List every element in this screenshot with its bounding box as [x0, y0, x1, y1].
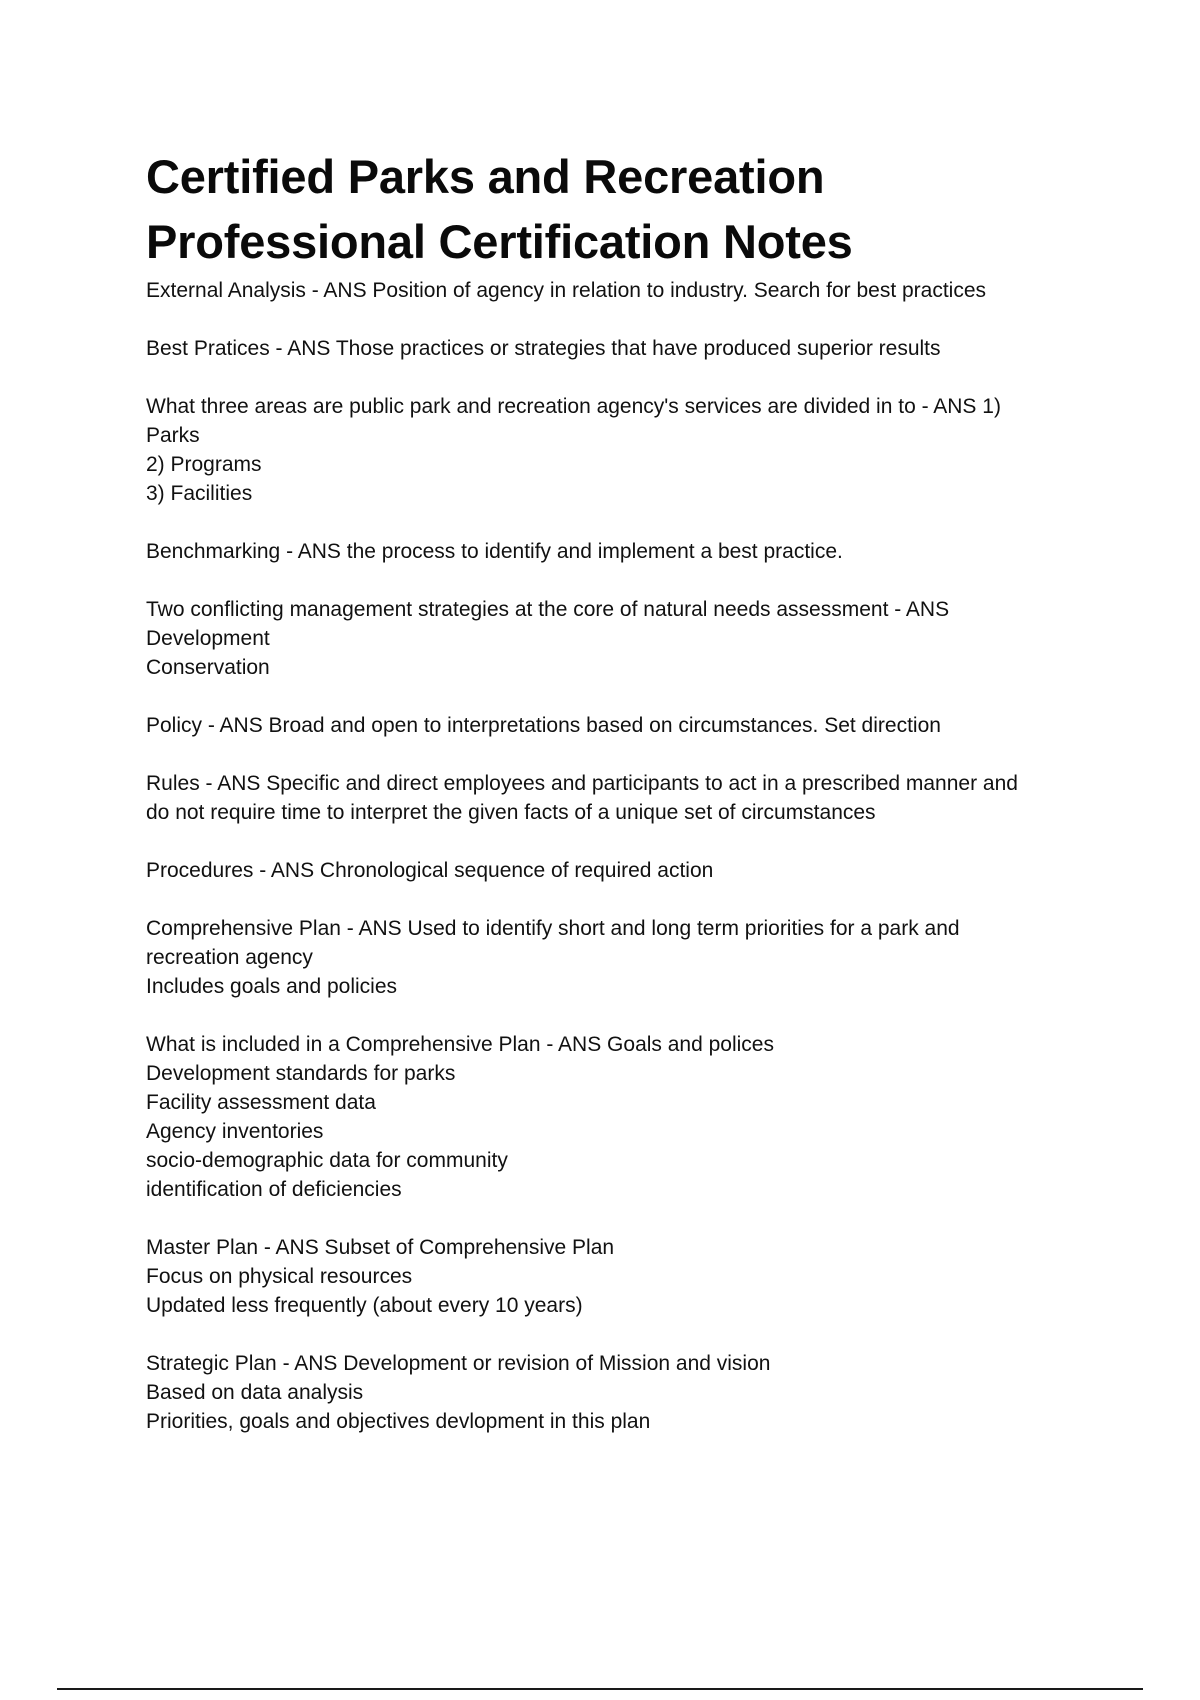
qa-entry	[146, 334, 1086, 363]
qa-entry-line: External Analysis - ANS Position of agency in relation to industry. Search for best practices	[146, 279, 987, 302]
qa-entry-line: Facility assessment data	[146, 1091, 376, 1114]
qa-entry	[146, 537, 1086, 566]
qa-entry-line: Best Pratices - ANS Those practices or strategies that have produced superior results	[146, 337, 941, 360]
qa-entry-line: identification of deficiencies	[146, 1178, 402, 1201]
qa-entry-line: What is included in a Comprehensive Plan - ANS Goals and polices	[146, 1033, 774, 1056]
qa-entry-line: What three areas are public park and recreation agency's services are divided in to - ANS 1)	[146, 395, 1001, 418]
qa-entry-line: Policy - ANS Broad and open to interpretations based on circumstances. Set direction	[146, 714, 941, 737]
qa-entry-line: Benchmarking - ANS the process to identify and implement a best practice.	[146, 540, 843, 563]
document-title-line-2: Professional Certification Notes	[146, 215, 853, 268]
document-title-line-1: Certified Parks and Recreation	[146, 150, 825, 203]
qa-entry	[146, 392, 1086, 508]
qa-entry-line: recreation agency	[146, 946, 313, 969]
qa-entry	[146, 769, 1086, 827]
qa-entry-line: Conservation	[146, 656, 270, 679]
qa-entry	[146, 1349, 1086, 1436]
qa-entry-line: Development	[146, 627, 270, 650]
qa-entry	[146, 856, 1086, 885]
qa-entry-line: Priorities, goals and objectives devlopment in this plan	[146, 1410, 651, 1433]
page-bottom-divider	[57, 1688, 1143, 1690]
qa-entry-line: Rules - ANS Specific and direct employees and participants to act in a prescribed manner and	[146, 772, 1018, 795]
qa-entry	[146, 711, 1086, 740]
qa-entry	[146, 595, 1086, 682]
qa-entry-line: 2) Programs	[146, 453, 262, 476]
qa-entry-list	[146, 276, 1086, 1436]
qa-entry-line: 3) Facilities	[146, 482, 253, 505]
qa-entry-line: Based on data analysis	[146, 1381, 364, 1404]
qa-entry	[146, 914, 1086, 1001]
qa-entry	[146, 1030, 1086, 1204]
qa-entry-line: Development standards for parks	[146, 1062, 456, 1085]
qa-entry-line: Strategic Plan - ANS Development or revision of Mission and vision	[146, 1352, 771, 1375]
document-page	[146, 144, 1086, 1465]
qa-entry-line: Focus on physical resources	[146, 1265, 413, 1288]
qa-entry-line: Updated less frequently (about every 10 years)	[146, 1294, 583, 1317]
qa-entry-line: socio-demographic data for community	[146, 1149, 508, 1172]
qa-entry-line: Parks	[146, 424, 200, 447]
qa-entry-line: Procedures - ANS Chronological sequence of required action	[146, 859, 714, 882]
qa-entry-line: Comprehensive Plan - ANS Used to identify short and long term priorities for a park and	[146, 917, 960, 940]
qa-entry-line: Includes goals and policies	[146, 975, 397, 998]
qa-entry-line: Master Plan - ANS Subset of Comprehensive Plan	[146, 1236, 615, 1259]
qa-entry	[146, 276, 1086, 305]
qa-entry-line: do not require time to interpret the given facts of a unique set of circumstances	[146, 801, 876, 824]
qa-entry-line: Agency inventories	[146, 1120, 324, 1143]
qa-entry	[146, 1233, 1086, 1320]
document-title	[146, 144, 1086, 274]
qa-entry-line: Two conflicting management strategies at the core of natural needs assessment - ANS	[146, 598, 950, 621]
